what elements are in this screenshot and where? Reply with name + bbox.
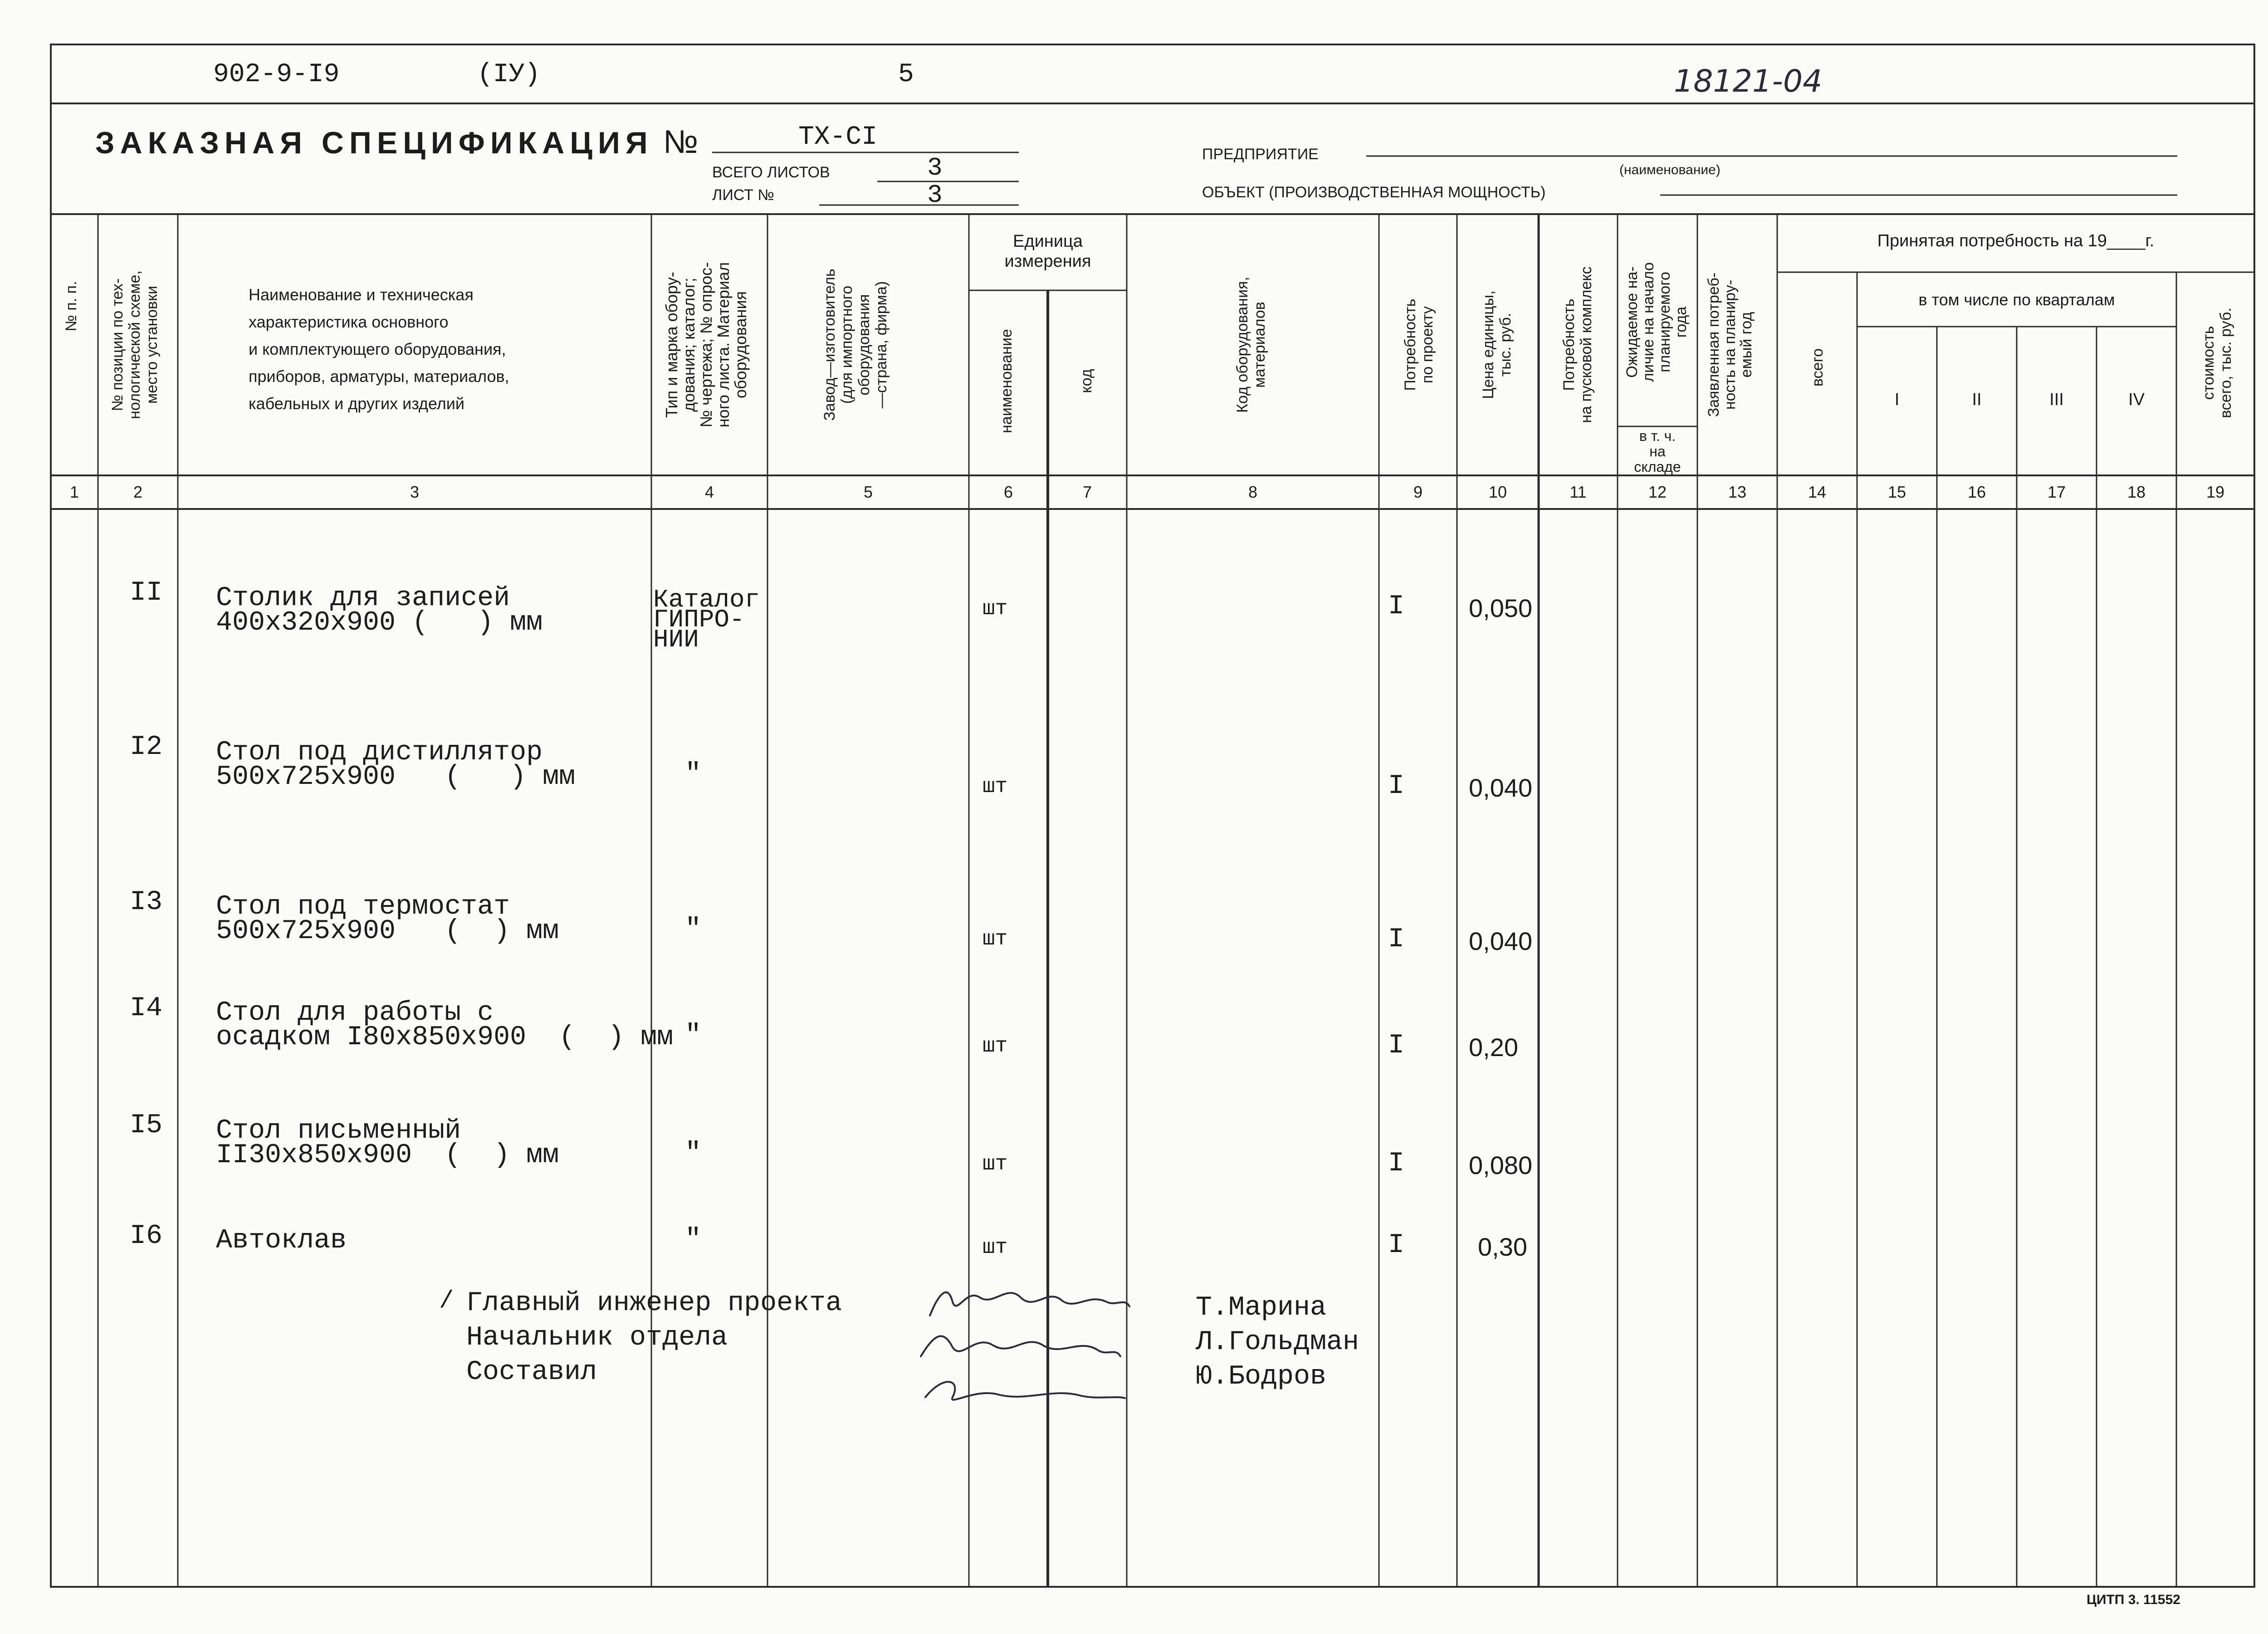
signature-role: Главный инженер проекта bbox=[466, 1288, 842, 1319]
row-item-name: Стол под термостат 500x725x900 ( ) мм bbox=[216, 891, 559, 947]
row-item-type: " bbox=[685, 1224, 702, 1255]
sheet-number: 3 bbox=[927, 181, 943, 210]
row-unit: шт bbox=[982, 1152, 1008, 1176]
row-quantity: I bbox=[1388, 591, 1405, 622]
row-position: II bbox=[130, 577, 163, 608]
col-number: 10 bbox=[1488, 483, 1507, 501]
page-number: 5 bbox=[898, 60, 914, 89]
quarter-2-label: II bbox=[1972, 390, 1982, 409]
col-number: 9 bbox=[1413, 483, 1423, 501]
col-header-4: Тип и марка обору- дования; каталог; № чертежа; № опрос- ного листа. Материал оборудования bbox=[662, 262, 750, 428]
row-unit: шт bbox=[982, 927, 1008, 951]
quarter-4-label: IV bbox=[2128, 390, 2145, 409]
row-item-name: Стол под дистиллятор 500x725x900 ( ) мм bbox=[216, 737, 576, 793]
row-item-name: Столик для записей 400x320x900 ( ) мм bbox=[216, 583, 543, 638]
col-header-14: всего bbox=[1809, 348, 1826, 387]
row-item-name: Стол письменный II30x850x900 ( ) мм bbox=[216, 1115, 559, 1171]
name-hint: (наименование) bbox=[1619, 162, 1721, 177]
col-header-11: Потребность на пусковой комплекс bbox=[1560, 266, 1595, 423]
col-number: 6 bbox=[1003, 483, 1013, 501]
col-number: 19 bbox=[2206, 483, 2225, 501]
col-number: 4 bbox=[704, 483, 714, 501]
row-item-type: " bbox=[685, 759, 702, 790]
col-number: 8 bbox=[1248, 483, 1258, 501]
row-unit: шт bbox=[982, 775, 1008, 798]
row-item-type: " bbox=[685, 1138, 702, 1169]
col-number: 17 bbox=[2047, 483, 2066, 501]
col-number: 3 bbox=[410, 483, 420, 501]
volume-label: (IУ) bbox=[477, 60, 541, 89]
object-label: ОБЪЕКТ (ПРОИЗВОДСТВЕННАЯ МОЩНОСТЬ) bbox=[1202, 184, 1546, 201]
col-header-10: Цена единицы, тыс. руб. bbox=[1480, 290, 1514, 399]
col-number: 14 bbox=[1808, 483, 1827, 501]
row-price: 0,080 bbox=[1469, 1151, 1533, 1179]
row-position: I4 bbox=[130, 993, 163, 1024]
signer-name: Ю.Бодров bbox=[1196, 1361, 1327, 1392]
col-number: 2 bbox=[133, 483, 143, 501]
row-price: 0,040 bbox=[1469, 927, 1533, 955]
col-number: 13 bbox=[1728, 483, 1747, 501]
row-price: 0,040 bbox=[1469, 773, 1533, 802]
col-header-7: код bbox=[1078, 369, 1095, 393]
col-number: 16 bbox=[1967, 483, 1986, 501]
row-unit: шт bbox=[982, 1034, 1008, 1058]
spec-number: TX-CI bbox=[798, 122, 878, 152]
row-item-type: Каталог ГИПРО- НИИ bbox=[653, 585, 760, 654]
enterprise-label: ПРЕДПРИЯТИЕ bbox=[1202, 146, 1319, 163]
col-header-3: Наименование и техническая характеристика основного и комплектующего оборудования, приборов, арматуры, материалов, кабельных и других изделий bbox=[249, 285, 509, 413]
row-position: I3 bbox=[130, 887, 163, 918]
col-number: 18 bbox=[2127, 483, 2146, 501]
row-price: 0,050 bbox=[1469, 594, 1533, 622]
signer-name: Л.Гольдман bbox=[1196, 1327, 1359, 1358]
total-sheets: 3 bbox=[927, 153, 943, 182]
inventory-number: 18121-04 bbox=[1674, 64, 1823, 99]
row-position: I5 bbox=[130, 1110, 163, 1141]
signature-slash: / bbox=[439, 1287, 454, 1315]
col-number: 5 bbox=[863, 483, 873, 501]
row-item-name: Стол для работы с осадком I80x850x900 ( ) мм bbox=[216, 998, 674, 1053]
row-quantity: I bbox=[1388, 1030, 1405, 1061]
col-header-unit-group: Единица измерения bbox=[1004, 232, 1091, 271]
quarter-3-label: III bbox=[2049, 390, 2064, 409]
row-position: I2 bbox=[130, 732, 163, 763]
spec-title: ЗАКАЗНАЯ СПЕЦИФИКАЦИЯ bbox=[95, 126, 653, 160]
col-header-accepted-group: Принятая потребность на 19____г. bbox=[1877, 231, 2155, 250]
row-position: I6 bbox=[130, 1221, 163, 1252]
col-number: 1 bbox=[69, 483, 79, 501]
row-item-type: " bbox=[685, 914, 702, 945]
col-header-1: № п. п. bbox=[63, 281, 80, 332]
print-mark: ЦИТП 3. 11552 bbox=[2087, 1592, 2180, 1607]
row-quantity: I bbox=[1388, 1148, 1405, 1179]
row-unit: шт bbox=[982, 1236, 1008, 1259]
number-sign: № bbox=[663, 124, 699, 160]
row-unit: шт bbox=[982, 597, 1008, 621]
col-header-12-sub: в т. ч. на складе bbox=[1634, 428, 1681, 475]
row-item-type: " bbox=[685, 1020, 702, 1051]
col-header-8: Код оборудования, материалов bbox=[1234, 277, 1268, 413]
col-number: 15 bbox=[1887, 483, 1906, 501]
row-quantity: I bbox=[1388, 771, 1405, 802]
row-price: 0,30 bbox=[1478, 1233, 1527, 1261]
signer-name: Т.Марина bbox=[1196, 1292, 1327, 1323]
row-item-name: Автоклав bbox=[216, 1225, 347, 1256]
col-header-5: Завод—изготовитель (для импортного оборудования —страна, фирма) bbox=[821, 269, 890, 421]
col-header-9: Потребность по проекту bbox=[1402, 298, 1436, 391]
col-header-6: наименование bbox=[998, 329, 1015, 433]
quarter-1-label: I bbox=[1894, 390, 1900, 409]
row-price: 0,20 bbox=[1469, 1033, 1518, 1062]
col-header-2: № позиции по тех- нологической схеме, место установки bbox=[109, 270, 161, 419]
total-sheets-label: ВСЕГО ЛИСТОВ bbox=[712, 164, 830, 181]
signature-role: Составил bbox=[466, 1357, 597, 1388]
col-header-12: Ожидаемое на- личие на начало планируемого года bbox=[1623, 262, 1690, 382]
col-number: 11 bbox=[1569, 483, 1587, 501]
col-header-19: стоимость всего, тыс. руб. bbox=[2200, 308, 2234, 418]
signature-role: Начальник отдела bbox=[466, 1322, 728, 1353]
row-quantity: I bbox=[1388, 924, 1405, 955]
col-number: 7 bbox=[1082, 483, 1092, 501]
row-quantity: I bbox=[1388, 1230, 1405, 1261]
doc-code: 902-9-I9 bbox=[213, 60, 340, 89]
col-header-13: Заявленная потреб- ность на планиру- емый год bbox=[1705, 272, 1755, 417]
col-number: 12 bbox=[1648, 483, 1667, 501]
sheet-label: ЛИСТ № bbox=[712, 186, 774, 204]
col-header-quarter-group: в том числе по кварталам bbox=[1918, 290, 2115, 309]
